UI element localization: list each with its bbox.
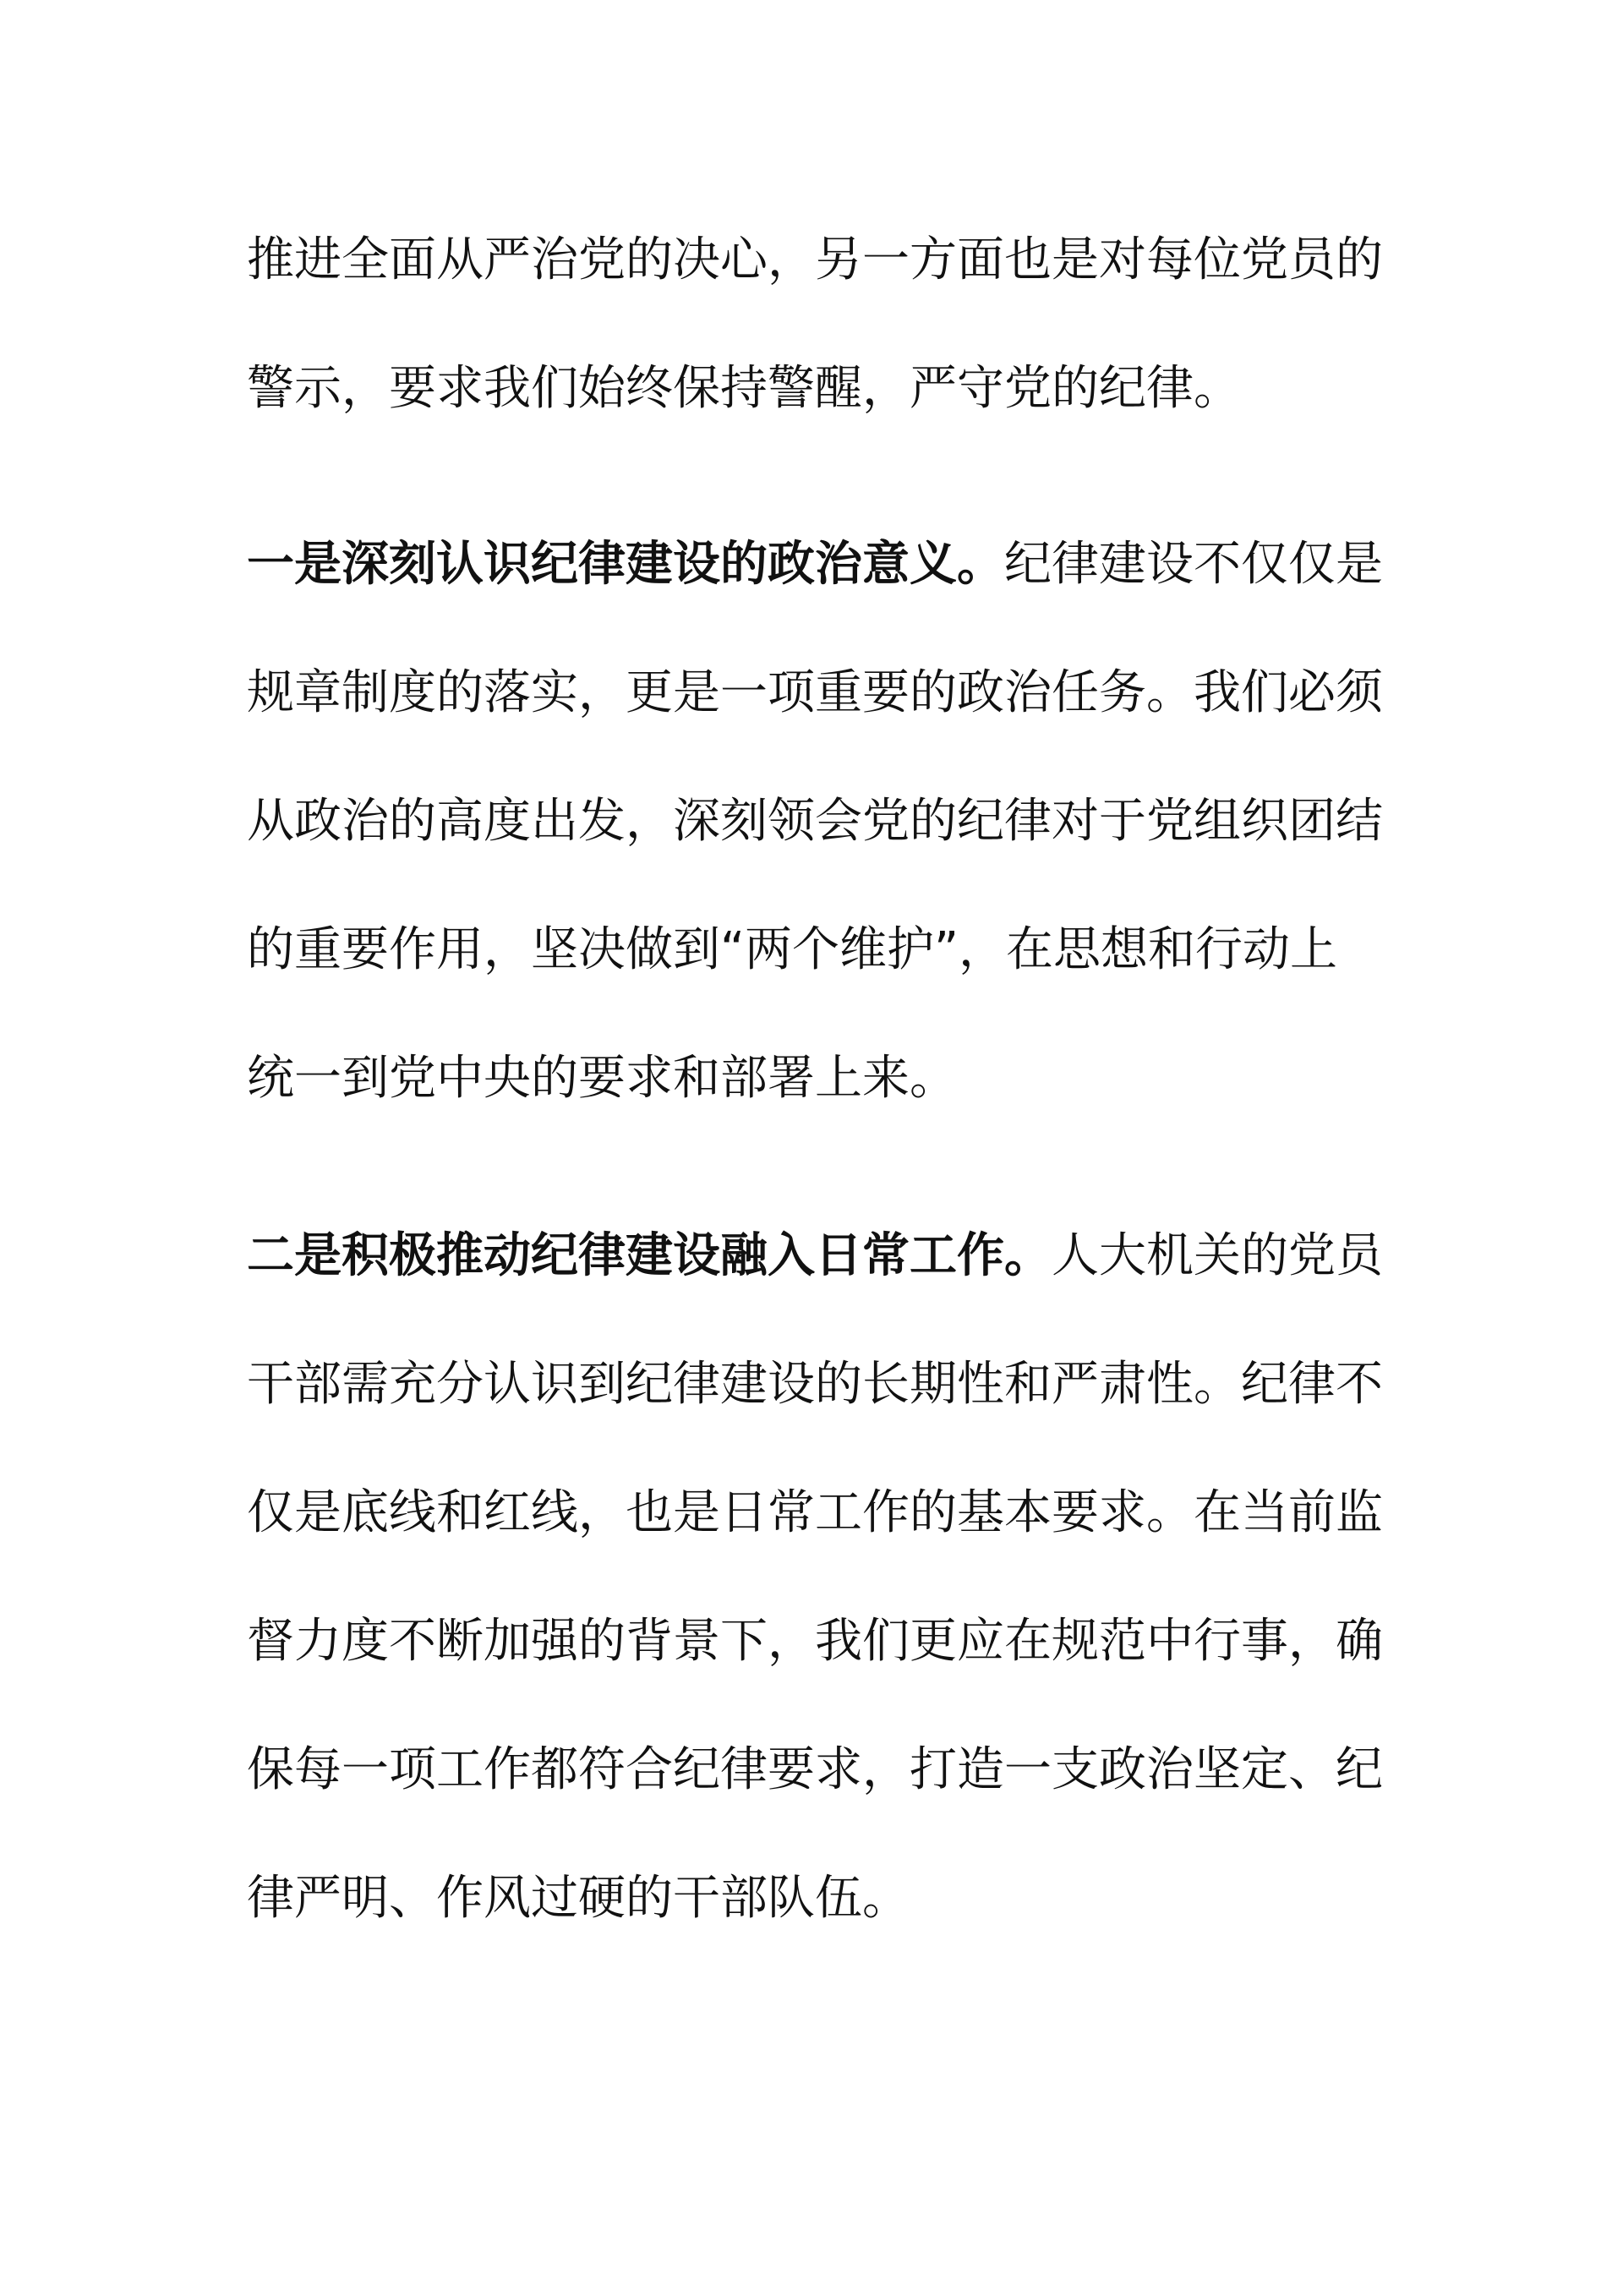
text-line: 督力度不断加强的背景下，我们更应在规范中行事，确 [247,1614,1383,1669]
text-line: 规章制度的落实，更是一项重要的政治任务。我们必须 [247,665,1383,720]
text-line: 从政治的高度出发，深刻领会党的纪律对于党组织团结 [247,794,1383,849]
text-line: 推进全面从严治党的决心，另一方面也是对每位党员的 [247,232,1383,287]
text-line: 统一到党中央的要求和部署上来。 [247,1051,957,1106]
text-line: 仅是底线和红线，也是日常工作的基本要求。在当前监 [247,1485,1383,1540]
text-run: 纪律建设不仅仅是 [1004,537,1383,592]
text-line: 的重要作用，坚决做到“两个维护”，在思想和行动上 [247,922,1338,977]
text-line: 律严明、作风过硬的干部队伍。 [247,1871,910,1926]
text-line [247,1222,1383,1290]
text-line: 保每一项工作都符合纪律要求，打造一支政治坚定、纪 [247,1742,1383,1797]
text-run: 人大机关的党员 [1052,1228,1383,1283]
text-line [247,531,1383,599]
text-line: 警示，要求我们始终保持警醒，严守党的纪律。 [247,361,1241,416]
point-heading: 一是深刻认识纪律建设的政治意义。 [247,537,1004,592]
text-line: 干部需充分认识到纪律建设的长期性和严肃性。纪律不 [247,1357,1383,1412]
point-heading: 二是积极推动纪律建设融入日常工作。 [247,1228,1052,1283]
